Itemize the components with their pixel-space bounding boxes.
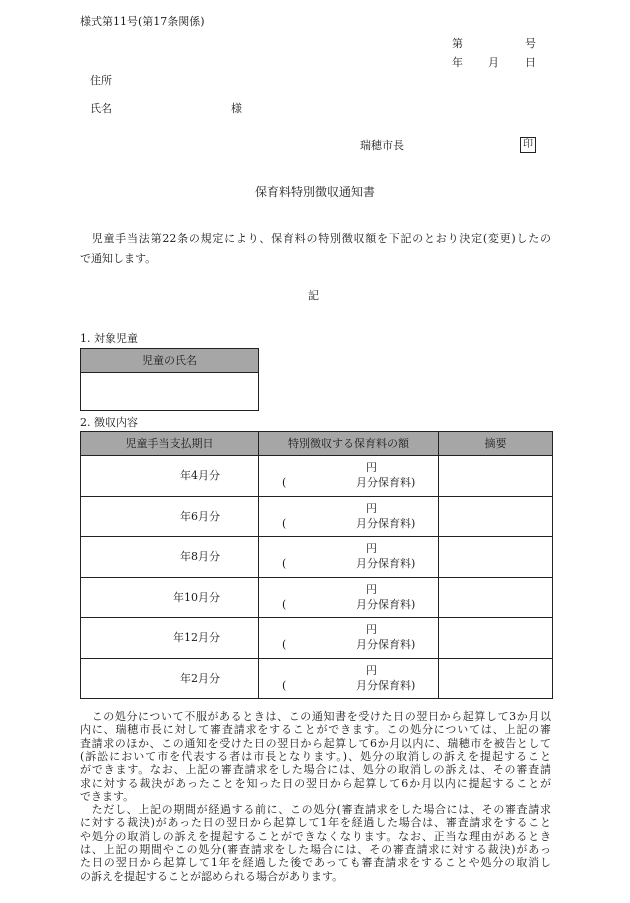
yen-unit: 円 — [366, 542, 377, 555]
date-month-label: 月 — [488, 56, 499, 69]
section1-heading: 1. 対象児童 — [80, 332, 138, 345]
amount-cell — [259, 658, 439, 699]
month-fee-suffix: 月分保育料) — [356, 678, 416, 692]
remarks-cell — [439, 496, 553, 537]
yen-unit: 円 — [366, 461, 377, 474]
table-row — [81, 577, 553, 618]
document-title: 保育料特別徴収通知書 — [255, 185, 376, 199]
collection-table-header — [81, 432, 553, 456]
period-cell: 年10月分 — [81, 577, 259, 618]
remarks-cell — [439, 658, 553, 699]
target-child-table — [80, 348, 259, 411]
notice-line: は、上記の期間やこの処分(審査請求をした場合には、その審査請求に対する裁決)があっ — [80, 843, 551, 856]
child-name-header: 児童の氏名 — [81, 349, 259, 373]
remarks-cell — [439, 618, 553, 659]
name-label: 氏名 — [90, 102, 112, 115]
amount-cell — [259, 577, 439, 618]
open-paren: ( — [282, 597, 287, 611]
open-paren: ( — [282, 557, 287, 570]
yen-unit: 円 — [366, 582, 377, 596]
seal-box: 印 — [520, 137, 536, 153]
yen-unit: 円 — [366, 501, 377, 515]
collection-table — [80, 431, 553, 699]
col-payment-date: 児童手当支払期日 — [81, 432, 259, 456]
period-cell: 年4月分 — [81, 456, 259, 497]
notice-line: 内に、瑞穂市長に対して審査請求をすることができます。この処分については、上記の審 — [80, 723, 551, 737]
amount-cell — [259, 456, 439, 497]
period-cell: 年2月分 — [81, 658, 259, 699]
issuer-name: 瑞穂市長 — [360, 139, 404, 152]
date-day-label: 日 — [525, 56, 536, 69]
yen-unit: 円 — [366, 663, 377, 677]
notice-line: 求に対する裁決があったことを知った日の翌日から起算して6か月以内に提起することが — [80, 776, 551, 790]
honorific-label: 様 — [231, 102, 242, 115]
remarks-cell — [439, 577, 553, 618]
amount-cell — [259, 618, 439, 659]
period-cell: 年6月分 — [81, 496, 259, 537]
notice-line: や処分の取消しの訴えを提起することができなくなります。なお、正当な理由があるとき — [80, 829, 551, 843]
date-year-label: 年 — [452, 56, 463, 69]
table-row — [81, 618, 553, 659]
table-row — [81, 537, 553, 578]
doc-number-prefix: 第 — [452, 37, 463, 50]
notice-line: ただし、上記の期間が経過する前に、この処分(審査請求をした場合には、その審査請求 — [80, 803, 551, 817]
open-paren: ( — [282, 638, 287, 651]
period-cell: 年8月分 — [81, 537, 259, 578]
month-fee-suffix: 月分保育料) — [356, 557, 416, 570]
notice-line: ができます。なお、上記の審査請求をした場合には、処分の取消しの訴えは、その審査請 — [80, 763, 551, 777]
ki-marker: 記 — [308, 289, 319, 302]
notice-line: の訴えを提起することが認められる場合があります。 — [80, 869, 344, 883]
intro-line-1: 児童手当法第22条の規定により、保育料の特別徴収額を下記のとおり決定(変更)したの — [80, 232, 551, 245]
notice-line: に対する裁決)があった日の翌日から起算して1年を経過した場合は、審査請求をすること — [80, 816, 551, 830]
yen-unit: 円 — [366, 623, 377, 636]
notice-line: できます。 — [80, 789, 135, 803]
notice-line: この処分について不服があるときは、この通知書を受けた日の翌日から起算して3か月以 — [80, 710, 551, 723]
month-fee-suffix: 月分保育料) — [356, 597, 416, 611]
remarks-cell — [439, 537, 553, 578]
month-fee-suffix: 月分保育料) — [356, 476, 416, 489]
month-fee-suffix: 月分保育料) — [356, 516, 416, 530]
doc-number-suffix: 号 — [525, 37, 536, 50]
notice-line: た日の翌日から起算して1年を経過した後であっても審査請求をすることや処分の取消し — [80, 856, 551, 870]
open-paren: ( — [282, 516, 287, 530]
amount-cell — [259, 496, 439, 537]
open-paren: ( — [282, 476, 287, 489]
table-row — [81, 496, 553, 537]
address-label: 住所 — [90, 74, 112, 87]
month-fee-suffix: 月分保育料) — [356, 638, 416, 651]
form-number: 様式第11号(第17条関係) — [80, 15, 205, 28]
section2-heading: 2. 徴収内容 — [80, 416, 138, 429]
table-row — [81, 456, 553, 497]
child-name-cell — [81, 373, 259, 411]
notice-line: 査請求のほか、この通知を受けた日の翌日から起算して6か月以内に、瑞穂市を被告として — [80, 736, 551, 750]
table-row — [81, 658, 553, 699]
remarks-cell — [439, 456, 553, 497]
col-remarks: 摘要 — [439, 432, 553, 456]
notice-line: (訴訟において市を代表する者は市長となります。)、処分の取消しの訴えを提起すること — [80, 749, 551, 763]
amount-cell — [259, 537, 439, 578]
intro-line-2: で通知します。 — [80, 252, 157, 265]
col-amount: 特別徴収する保育料の額 — [259, 432, 439, 456]
period-cell: 年12月分 — [81, 618, 259, 659]
open-paren: ( — [282, 678, 287, 692]
